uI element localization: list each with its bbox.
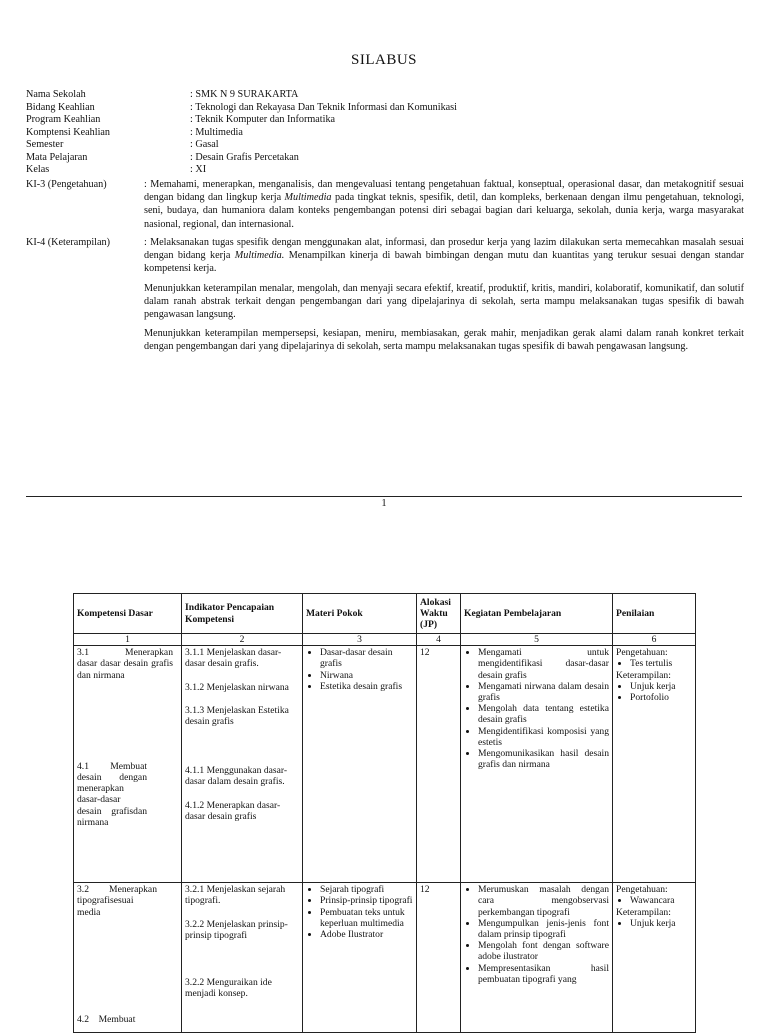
penilaian-list: [616, 658, 692, 669]
column-header: Indikator Pencapaian Kompetensi: [182, 594, 303, 634]
penilaian-list: [616, 895, 692, 906]
kegiatan-cell: [461, 646, 613, 883]
column-number: 4: [417, 634, 461, 646]
penilaian-list: [616, 681, 692, 703]
ki4-paragraph: Menunjukkan keterampilan menalar, mengolah, dan menyaji secara efektif, kreatif, produktif, kritis, mandiri, kolaboratif, komunikatif, dan solutif dalam ranah abstrak terkait dengan pengembangan dari yang dipelajarinya di sekolah, serta mampu melaksanakan tugas spesifik di bawah pengawasan langsung.: [144, 282, 744, 321]
ki4-p1-em: Multimedia.: [234, 250, 285, 262]
list-item: • Mempresentasikan hasil pembuatan tipografi yang: [478, 963, 609, 985]
ki4-text: [144, 236, 744, 360]
info-label: Kelas: [26, 164, 50, 175]
info-row: [26, 114, 746, 127]
list-item: • Adobe Ilustrator: [320, 929, 413, 940]
ki4-section: [26, 236, 744, 360]
indikator-item: 3.1.2 Menjelaskan nirwana: [185, 681, 289, 693]
indikator-item: 4.1.1 Menggunakan dasar-dasar dalam desain grafis.: [185, 765, 288, 788]
list-item: • Unjuk kerja: [630, 918, 692, 929]
column-number: 2: [182, 634, 303, 646]
column-header: Materi Pokok: [303, 594, 417, 634]
penilaian-heading: Pengetahuan:: [616, 884, 668, 896]
list-item: • Unjuk kerja: [630, 681, 692, 692]
kd-item: 4.2 Membuat: [77, 1013, 136, 1025]
column-header: Kompetensi Dasar: [74, 594, 182, 634]
info-label: Semester: [26, 139, 64, 150]
info-label: Mata Pelajaran: [26, 151, 88, 163]
penilaian-heading: Pengetahuan:: [616, 647, 668, 659]
info-row: [26, 102, 746, 115]
table-row: [74, 883, 696, 1033]
info-value: : SMK N 9 SURAKARTA: [190, 89, 299, 100]
ki4-label: KI-4 (Keterampilan): [26, 237, 111, 248]
indikator-cell: [182, 646, 303, 883]
ki3-text: [144, 178, 744, 231]
list-item: • Mengolah data tentang estetika desain grafis: [478, 703, 609, 725]
info-label: Nama Sekolah: [26, 89, 86, 100]
ki3-text-b: pada tingkat teknis, spesifik, detil, dan kompleks, berkenaan dengan ilmu pengetahuan, teknologi, seni, budaya, dan humaniora dalam konteks pengembangan potensi diri sebagai bagian dari keluarga, sekolah, dunia kerja, warga masyarakat nasional, regional, dan internasional.: [144, 192, 744, 230]
kegiatan-list: [464, 884, 609, 985]
indikator-cell: [182, 883, 303, 1033]
alokasi-cell: 12: [417, 883, 461, 1033]
info-value: : Gasal: [190, 139, 219, 150]
kompetensi-dasar-cell: [74, 646, 182, 883]
info-row: [26, 139, 746, 152]
column-number: 5: [461, 634, 613, 646]
info-label: Komptensi Keahlian: [26, 126, 111, 138]
penilaian-cell: [613, 646, 696, 883]
kegiatan-cell: [461, 883, 613, 1033]
ki4-p1-a: : Melaksanakan tugas spesifik dengan menggunakan alat, informasi, dan prosedur kerja yang lazim dilakukan serta memecahkan masalah sesuai dengan bidang kerja: [144, 237, 744, 262]
info-row: [26, 127, 746, 140]
info-value: : Multimedia: [190, 126, 243, 138]
list-item: • Prinsip-prinsip tipografi: [320, 895, 413, 906]
kompetensi-dasar-cell: [74, 883, 182, 1033]
list-item: • Dasar-dasar desain grafis: [320, 647, 413, 669]
info-value: : Teknologi dan Rekayasa Dan Teknik Informasi dan Komunikasi: [190, 101, 457, 113]
penilaian-cell: [613, 883, 696, 1033]
penilaian-heading: Keterampilan:: [616, 906, 671, 918]
list-item: • Mengamati untuk mengidentifikasi dasar-dasar desain grafis: [478, 647, 609, 681]
ki3-text-em: Multimedia: [284, 192, 332, 204]
indikator-item: 3.1.3 Menjelaskan Estetika desain grafis: [185, 704, 289, 728]
column-header: Alokasi Waktu (JP): [417, 594, 461, 634]
table-row: [74, 646, 696, 883]
indikator-item: 4.1.2 Menerapkan dasar-dasar desain grafis: [185, 799, 281, 822]
list-item: • Portofolio: [630, 692, 692, 703]
page-title: SILABUS: [350, 52, 417, 68]
materi-cell: [303, 646, 417, 883]
info-label: Program Keahlian: [26, 114, 101, 125]
list-item: • Nirwana: [320, 670, 413, 681]
indikator-item: 3.2.2 Menguraikan ide menjadi konsep.: [185, 977, 272, 1000]
info-value: : Teknik Komputer dan Informatika: [190, 114, 336, 125]
indikator-item: 3.2.2 Menjelaskan prinsip-prinsip tipografi: [185, 918, 288, 941]
ki4-paragraph: [144, 236, 744, 276]
kd-item: 4.1 Membuat desain dengan menerapkan dasar-dasar desain grafisdan nirmana: [77, 760, 147, 828]
list-item: • Tes tertulis: [630, 658, 692, 669]
column-number: 6: [613, 634, 696, 646]
indikator-item: 3.2.1 Menjelaskan sejarah tipografi.: [185, 884, 286, 907]
list-item: • Mengidentifikasi komposisi yang estetis: [478, 726, 609, 748]
materi-list: [306, 884, 413, 940]
ki4-p1-b: Menampilkan kinerja di bawah bimbingan dengan mutu dan kuantitas yang terukur sesuai dengan standar kompetensi kerja.: [144, 250, 744, 275]
info-value: : Desain Grafis Percetakan: [190, 151, 299, 163]
ki4-paragraph: Menunjukkan keterampilan mempersepsi, kesiapan, meniru, membiasakan, gerak mahir, menjadikan gerak alami dalam ranah konkret terkait dengan pengembangan dari yang dipelajarinya di sekolah, serta mampu melaksanakan tugas spesifik di bawah pengawasan langsung.: [144, 328, 744, 353]
materi-cell: [303, 883, 417, 1033]
syllabus-table: [73, 593, 696, 1033]
kd-item: 3.2 Menerapkan tipografisesuai media: [77, 884, 157, 918]
column-header: Penilaian: [613, 594, 696, 634]
materi-list: [306, 647, 413, 692]
column-number: 1: [74, 634, 182, 646]
school-info: [26, 89, 746, 177]
info-value: : XI: [190, 164, 207, 175]
kd-item: 3.1 Menerapkan dasar dasar desain grafis dan nirmana: [77, 647, 173, 681]
penilaian-heading: Keterampilan:: [616, 669, 671, 681]
kegiatan-list: [464, 647, 609, 770]
list-item: • Mengomunikasikan hasil desain grafis dan nirmana: [478, 748, 609, 770]
column-number-row: [74, 634, 696, 646]
info-label: Bidang Keahlian: [26, 101, 95, 113]
table-header-row: [74, 594, 696, 634]
list-item: • Mengamati nirwana dalam desain grafis: [478, 681, 609, 703]
page-number: 1: [381, 498, 387, 509]
list-item: • Merumuskan masalah dengan cara mengobservasi perkembangan tipografi: [478, 884, 609, 918]
penilaian-list: [616, 918, 692, 929]
list-item: • Wawancara: [630, 895, 692, 906]
ki3-section: [26, 178, 744, 231]
list-item: • Mengumpulkan jenis-jenis font dalam prinsip tipografi: [478, 918, 609, 940]
alokasi-cell: 12: [417, 646, 461, 883]
list-item: • Sejarah tipografi: [320, 884, 413, 895]
column-number: 3: [303, 634, 417, 646]
list-item: • Estetika desain grafis: [320, 681, 413, 692]
list-item: • Pembuatan teks untuk keperluan multimedia: [320, 907, 413, 929]
ki3-label: KI-3 (Pengetahuan): [26, 179, 107, 190]
ki3-text-a: : Memahami, menerapkan, menganalisis, dan mengevaluasi tentang pengetahuan faktual, konseptual, operasional dasar, dan metakognitif sesuai dengan bidang dan lingkup kerja: [144, 179, 744, 204]
indikator-item: 3.1.1 Menjelaskan dasar-dasar desain grafis.: [185, 647, 282, 670]
column-header: Kegiatan Pembelajaran: [461, 594, 613, 634]
list-item: • Mengolah font dengan software adobe ilustrator: [478, 940, 609, 962]
page-divider: [26, 496, 742, 497]
info-row: [26, 89, 746, 102]
info-row: [26, 152, 746, 165]
info-row: [26, 164, 746, 177]
